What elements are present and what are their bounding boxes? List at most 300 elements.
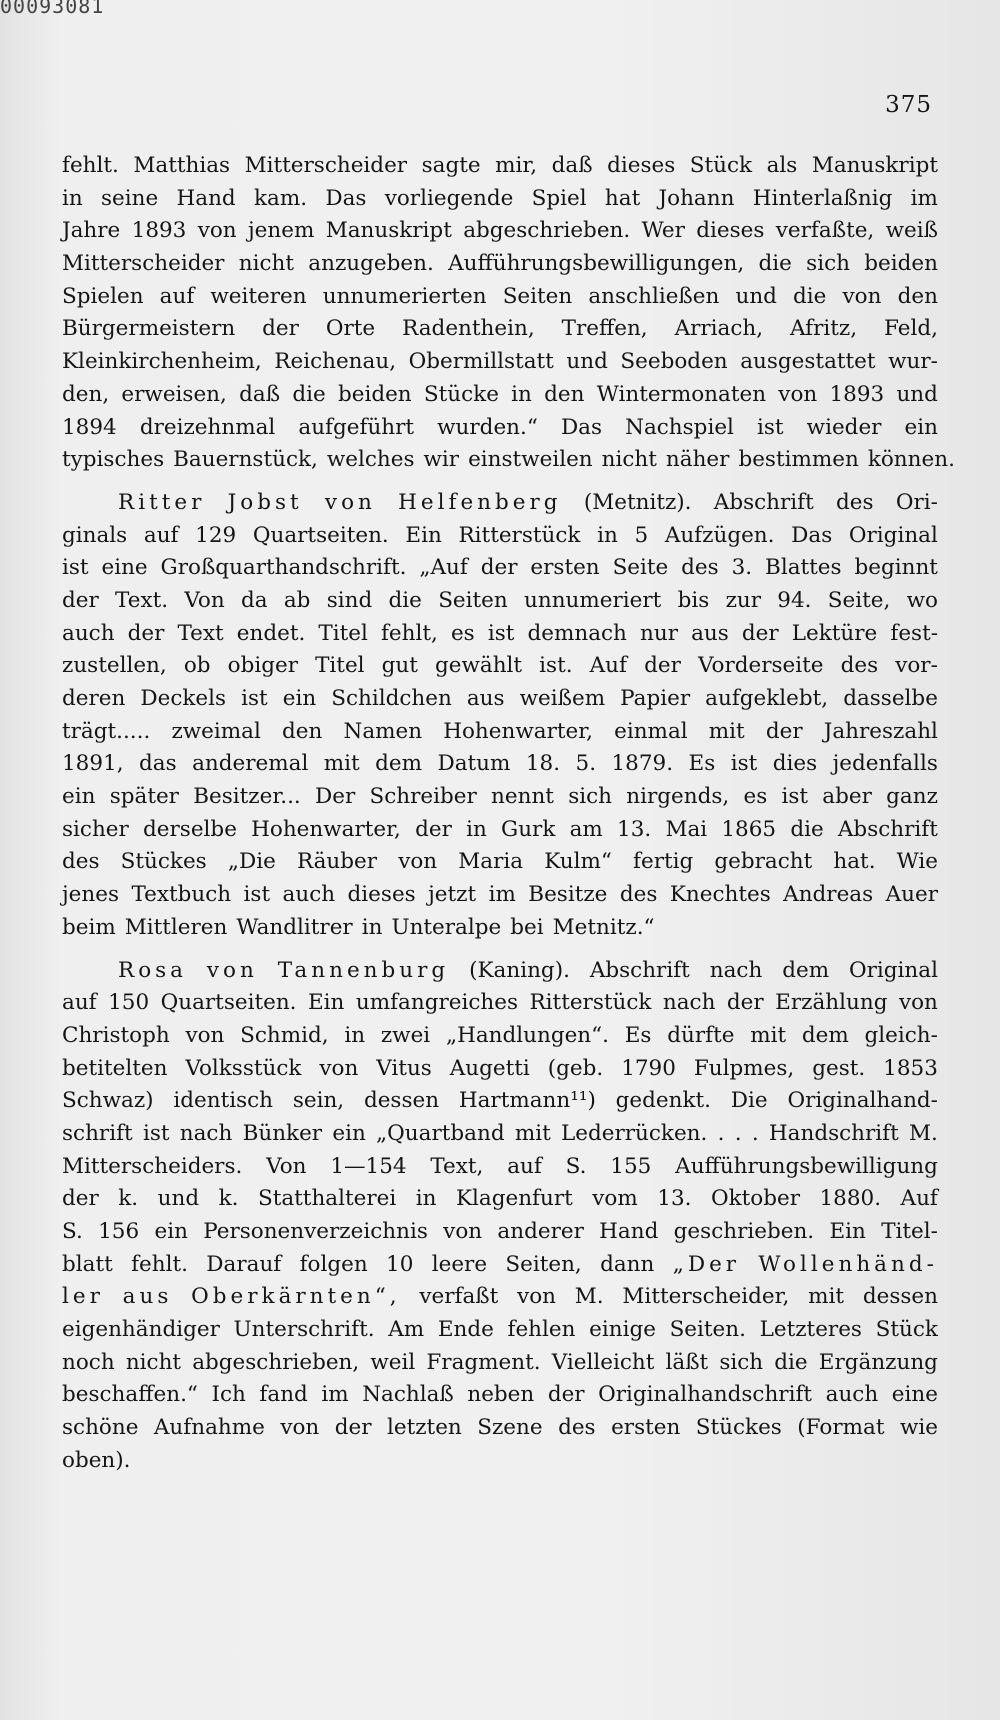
- word: Oberkärnten“,: [191, 1284, 401, 1310]
- word: dem: [801, 1022, 849, 1048]
- text-line: [62, 1314, 938, 1347]
- word: abgeschrieben.: [463, 218, 631, 244]
- word: und: [157, 1186, 200, 1212]
- word: dessen: [862, 1284, 938, 1310]
- word: weil: [370, 1349, 416, 1375]
- word: der: [62, 587, 99, 613]
- word: den: [544, 381, 585, 407]
- word: „Die: [227, 849, 276, 875]
- word: seine: [101, 185, 159, 211]
- word: nur: [640, 620, 678, 646]
- word: Titel: [318, 620, 368, 646]
- word: Auf: [900, 1186, 938, 1212]
- word: der: [62, 1186, 99, 1212]
- word: Quartseiten.: [160, 990, 297, 1016]
- text-line: [62, 1281, 938, 1314]
- word: auf: [62, 990, 97, 1016]
- word: mir,: [495, 153, 538, 178]
- word: Orte: [325, 316, 376, 342]
- word: der: [765, 718, 803, 744]
- word: aufgeführt: [298, 414, 415, 440]
- word: Papier: [620, 686, 691, 711]
- word: Text,: [430, 1153, 484, 1179]
- word: zweimal: [171, 718, 261, 744]
- word: Aufnahme: [153, 1415, 265, 1441]
- word: Mitterscheider: [244, 153, 408, 178]
- word: fest-: [890, 620, 938, 646]
- word: Kleinkirchenheim,: [62, 349, 262, 375]
- word: geschrieben.: [673, 1219, 815, 1244]
- word: Mitterscheider: [62, 251, 225, 277]
- word: von: [185, 1022, 225, 1048]
- word: neben: [467, 1382, 535, 1408]
- word: der: [644, 653, 681, 679]
- word: verfaßte,: [775, 218, 875, 244]
- word: Metnitz.“: [552, 914, 655, 940]
- word: Spielen: [62, 283, 144, 309]
- word: ein: [904, 414, 938, 440]
- word: erweisen,: [121, 381, 227, 407]
- word: Ein: [307, 990, 345, 1016]
- word: von: [443, 1219, 483, 1244]
- word: fehlt.: [62, 153, 119, 178]
- word: ersten: [530, 555, 600, 581]
- word: Stückes: [695, 1415, 782, 1441]
- word: gut: [381, 653, 418, 679]
- word: „Handlungen“.: [445, 1022, 609, 1048]
- word: Quartseiten.: [252, 522, 389, 548]
- word: „Auf: [419, 555, 468, 581]
- word: 13.: [617, 816, 652, 842]
- word: mit: [750, 1022, 787, 1048]
- word: Vielleicht: [551, 1349, 655, 1375]
- word: wir: [423, 447, 460, 473]
- word: bis: [677, 587, 710, 613]
- word: jedenfalls: [832, 751, 938, 777]
- word: blatt: [62, 1251, 113, 1277]
- word: der: [547, 1382, 585, 1408]
- word: ist: [243, 882, 271, 908]
- word: anzugeben.: [308, 251, 434, 277]
- word: einige: [589, 1317, 656, 1343]
- text-line: [62, 1412, 938, 1445]
- word: Wandlitrer: [236, 914, 353, 940]
- word: Deckels: [140, 686, 227, 711]
- word: Mitterscheiders.: [62, 1153, 243, 1179]
- word: ein: [332, 1120, 366, 1146]
- word: S.: [62, 1219, 83, 1244]
- word: wo: [906, 587, 938, 613]
- word: nach: [179, 1120, 233, 1146]
- word: als: [766, 153, 798, 178]
- word: fehlen: [507, 1317, 576, 1343]
- word: schöne: [62, 1415, 139, 1441]
- word: aus: [466, 686, 505, 711]
- word: auch: [62, 620, 115, 646]
- text-line: [62, 846, 938, 879]
- word: ler: [62, 1284, 104, 1310]
- word: Spiel: [531, 185, 587, 211]
- word: (Kaning).: [469, 957, 570, 983]
- text-line: [62, 955, 938, 988]
- word: dasselbe: [843, 686, 938, 711]
- word: Originalhandschrift: [598, 1382, 813, 1408]
- word: der: [726, 990, 764, 1016]
- word: von: [197, 218, 237, 244]
- word: Ende: [437, 1317, 494, 1343]
- word: dem: [782, 957, 830, 983]
- word: dürfte: [667, 1022, 735, 1048]
- text-line: [62, 748, 938, 781]
- word: Gurk: [501, 816, 556, 842]
- word: 1790: [621, 1055, 676, 1081]
- word: der: [334, 1415, 372, 1441]
- word: dreizehnmal: [139, 414, 276, 440]
- text-line: [62, 1445, 938, 1478]
- word: auf: [159, 283, 195, 309]
- word: Titel: [315, 653, 365, 679]
- word: gleich-: [864, 1022, 938, 1048]
- word: Abschrift: [713, 489, 814, 515]
- word: bestimmen: [738, 447, 859, 473]
- word: obiger: [227, 653, 298, 679]
- word: Mai: [665, 816, 708, 842]
- word: Das: [791, 522, 833, 548]
- word: Rosa: [118, 957, 187, 983]
- word: dann: [600, 1251, 655, 1277]
- word: ist: [241, 686, 268, 711]
- word: da: [240, 587, 268, 613]
- word: Hinterlaßnig: [752, 185, 893, 211]
- word: (geb.: [547, 1055, 604, 1081]
- word: Christoph: [62, 1022, 170, 1048]
- word: verfaßt: [419, 1284, 499, 1310]
- word: (Format: [797, 1415, 885, 1441]
- word: des: [840, 653, 879, 679]
- word: letzten: [386, 1415, 462, 1441]
- word: Mittleren: [124, 914, 228, 940]
- word: identisch: [173, 1088, 274, 1114]
- word: Text.: [115, 587, 169, 613]
- word: der: [262, 316, 299, 342]
- text-line: [62, 1249, 938, 1282]
- word: welches: [326, 447, 415, 473]
- word: Obermillstatt: [408, 349, 554, 375]
- word: von: [324, 489, 376, 515]
- word: Seiten,: [505, 1251, 582, 1277]
- text-line: [62, 1085, 938, 1118]
- word: ersten: [611, 1415, 681, 1441]
- word: Feld,: [884, 316, 938, 342]
- word: wieder: [806, 414, 882, 440]
- word: noch: [62, 1349, 115, 1375]
- text-line: [62, 281, 938, 314]
- word: im: [488, 882, 516, 908]
- word: trägt.....: [62, 718, 151, 744]
- word: anderer: [497, 1219, 584, 1244]
- word: des: [681, 555, 719, 581]
- word: .: [734, 1120, 742, 1146]
- word: Seiten.: [669, 1317, 746, 1343]
- word: des: [619, 882, 658, 908]
- text-line: [62, 412, 938, 445]
- word: zur: [725, 587, 762, 613]
- text-line: [62, 912, 938, 945]
- word: Oktober: [710, 1186, 800, 1212]
- word: Treffen,: [561, 316, 648, 342]
- text-line: [62, 444, 955, 477]
- word: und: [896, 381, 938, 407]
- word: es: [450, 620, 475, 646]
- word: ganz: [886, 784, 938, 810]
- word: können.: [867, 447, 955, 473]
- word: gedenkt.: [615, 1088, 711, 1114]
- word: eine: [101, 555, 148, 581]
- word: Original: [849, 957, 938, 983]
- word: Von: [266, 1153, 307, 1179]
- word: typisches: [62, 447, 165, 473]
- word: 5: [634, 522, 649, 548]
- word: Bürgermeistern: [62, 316, 236, 342]
- word: jenem: [247, 218, 315, 244]
- word: Textbuch: [131, 882, 232, 908]
- text-line: [62, 248, 938, 281]
- word: endet.: [236, 620, 306, 646]
- word: einstweilen: [468, 447, 593, 473]
- word: Seeboden: [620, 349, 728, 375]
- text-line: [62, 150, 938, 183]
- word: Tannenburg: [277, 957, 450, 983]
- word: Auer: [885, 882, 938, 908]
- word: daß: [551, 153, 593, 178]
- word: ist: [781, 784, 809, 810]
- word: aus: [122, 1284, 173, 1310]
- word: nicht: [238, 251, 295, 277]
- word: unnumeriert: [524, 587, 662, 613]
- word: Unteralpe: [391, 914, 502, 940]
- word: Hand: [176, 185, 236, 211]
- word: Ich: [211, 1382, 246, 1408]
- word: gewählt: [435, 653, 523, 679]
- word: nach: [662, 990, 716, 1016]
- word: des: [62, 849, 100, 875]
- word: Wer: [641, 218, 685, 244]
- word: Seite,: [827, 587, 891, 613]
- word: von: [778, 381, 818, 407]
- word: später: [109, 784, 179, 810]
- word: Namen: [343, 718, 423, 744]
- word: fehlt.: [131, 1251, 188, 1277]
- word: von: [398, 849, 438, 875]
- word: fand: [259, 1382, 308, 1408]
- word: unnumerierten: [322, 283, 487, 309]
- word: beschaffen.“: [62, 1382, 198, 1408]
- word: vom: [592, 1186, 638, 1212]
- word: Ritterstück: [458, 522, 581, 548]
- word: Schwaz): [62, 1088, 154, 1114]
- word: in: [415, 1186, 437, 1212]
- word: von: [280, 1415, 320, 1441]
- word: Matthias: [133, 153, 231, 178]
- word: demnach: [527, 620, 627, 646]
- word: Bünker: [242, 1120, 323, 1146]
- word: weißem: [519, 686, 606, 711]
- word: Afritz,: [790, 316, 858, 342]
- word: M.: [574, 1284, 604, 1310]
- word: abgeschrieben,: [192, 1349, 360, 1375]
- word: näher: [665, 447, 730, 473]
- word: hat.: [833, 849, 876, 875]
- word: anderemal: [192, 751, 309, 777]
- word: derselbe: [143, 816, 237, 842]
- word: gebracht: [714, 849, 813, 875]
- word: Johann: [658, 185, 735, 211]
- word: Lektüre: [791, 620, 878, 646]
- word: weiß: [885, 218, 938, 244]
- word: Ergänzung: [818, 1349, 938, 1375]
- word: Aufführungsbewilligung: [675, 1153, 938, 1179]
- word: Stück: [875, 1317, 938, 1343]
- text-line: [62, 650, 938, 683]
- word: dem: [375, 751, 423, 777]
- word: Blattes: [765, 555, 842, 581]
- paragraph: [62, 955, 938, 1478]
- word: Stückes: [120, 849, 207, 875]
- word: 5.: [575, 751, 597, 777]
- word: beginnt: [854, 555, 938, 581]
- word: Datum: [437, 751, 511, 777]
- word: auch: [282, 882, 336, 908]
- word: Erzählung: [775, 990, 888, 1016]
- word: das: [139, 751, 177, 777]
- word: Originalhand-: [787, 1088, 938, 1114]
- word: Personenverzeichnis: [203, 1219, 428, 1244]
- word: mit: [808, 1284, 845, 1310]
- word: M.: [909, 1120, 938, 1146]
- word: Knechtes: [669, 882, 771, 908]
- word: sein,: [292, 1088, 345, 1114]
- word: dessen: [363, 1088, 440, 1114]
- word: Ein: [405, 522, 442, 548]
- word: Seiten: [438, 587, 508, 613]
- paragraph: [62, 150, 955, 477]
- word: Das: [325, 185, 367, 211]
- word: Ritter: [118, 489, 206, 515]
- word: Klagenfurt: [455, 1186, 573, 1212]
- paragraph: [62, 487, 938, 945]
- word: Manuskript: [811, 153, 938, 178]
- word: dieses: [696, 218, 765, 244]
- word: 1853: [883, 1055, 938, 1081]
- word: wie: [899, 1415, 938, 1441]
- word: .: [751, 1120, 759, 1146]
- word: eine: [891, 1382, 938, 1408]
- word: 155: [610, 1153, 652, 1179]
- word: Von: [184, 587, 225, 613]
- word: 1—154: [330, 1153, 407, 1179]
- text-line: [62, 520, 938, 553]
- word: fertig: [633, 849, 694, 875]
- word: Mitterscheider,: [622, 1284, 790, 1310]
- word: von: [517, 1284, 556, 1310]
- word: Radenthein,: [402, 316, 535, 342]
- word: folgen: [299, 1251, 368, 1277]
- word: schrift: [62, 1120, 133, 1146]
- word: und: [735, 283, 777, 309]
- word: eigenhändiger: [62, 1317, 220, 1343]
- word: sicher: [62, 816, 129, 842]
- text-line: [62, 585, 938, 618]
- word: Handschrift: [768, 1120, 899, 1146]
- word: 13.: [657, 1186, 692, 1212]
- word: mit: [323, 751, 360, 777]
- word: Reichenau,: [274, 349, 397, 375]
- word: Hohenwarter,: [443, 718, 593, 744]
- word: in: [62, 185, 83, 211]
- word: Auf: [589, 653, 627, 679]
- word: ist: [62, 555, 89, 581]
- text-line: [62, 1183, 938, 1216]
- word: mit: [514, 1120, 551, 1146]
- word: Arriach,: [674, 316, 764, 342]
- word: die: [774, 1349, 808, 1375]
- word: Bauernstück,: [173, 447, 318, 473]
- word: Jahre: [62, 218, 121, 244]
- text-line: [62, 552, 938, 585]
- word: des: [558, 1415, 596, 1441]
- word: Kulm“: [544, 849, 612, 875]
- word: Manuskript: [325, 218, 452, 244]
- word: Wintermonaten: [596, 381, 767, 407]
- word: die: [388, 587, 422, 613]
- word: Lederrücken.: [561, 1120, 708, 1146]
- word: ginals: [62, 522, 128, 548]
- word: kam.: [253, 185, 308, 211]
- word: wurden.“: [437, 414, 538, 440]
- word: nirgends,: [626, 784, 730, 810]
- text-line: [62, 1216, 938, 1249]
- text-line: [62, 487, 938, 520]
- word: sind: [326, 587, 373, 613]
- word: oben).: [62, 1447, 131, 1473]
- word: Statthalterei: [257, 1186, 397, 1212]
- word: sich: [806, 251, 850, 277]
- body-text: [62, 150, 955, 1478]
- word: Volksstück: [185, 1055, 302, 1081]
- word: 156: [98, 1219, 140, 1244]
- word: Abschrift: [837, 816, 938, 842]
- word: den: [282, 718, 323, 744]
- word: Letzteres: [759, 1317, 862, 1343]
- word: Fragment.: [426, 1349, 541, 1375]
- text-line: [62, 1347, 938, 1380]
- word: 10: [386, 1251, 414, 1277]
- word: sagte: [421, 153, 481, 178]
- word: leere: [431, 1251, 488, 1277]
- word: die: [790, 816, 824, 842]
- word: die: [292, 381, 326, 407]
- text-line: [62, 618, 938, 651]
- word: Das: [560, 414, 603, 440]
- word: Schreiber: [369, 784, 477, 810]
- text-line: [62, 379, 938, 412]
- word: dies: [772, 751, 818, 777]
- word: in: [511, 381, 532, 407]
- word: beim: [62, 914, 116, 940]
- word: Wie: [896, 849, 938, 875]
- word: jetzt: [428, 882, 477, 908]
- word: daß: [239, 381, 281, 407]
